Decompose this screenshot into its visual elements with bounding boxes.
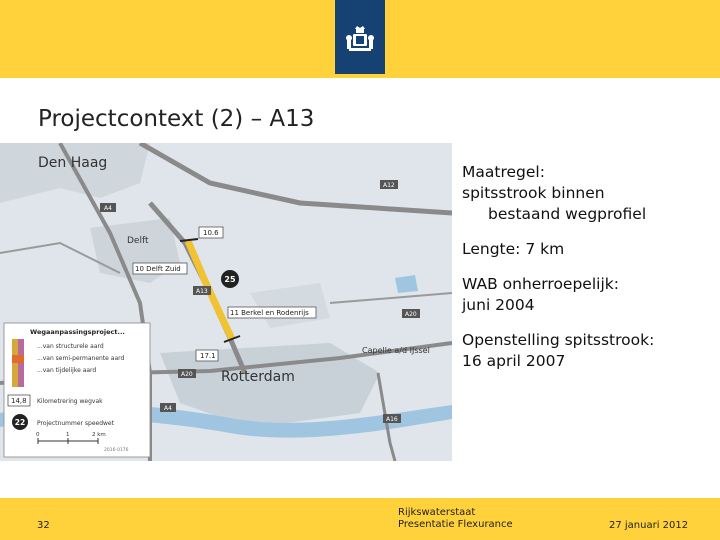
page-number: 32 xyxy=(37,520,50,531)
legend-item-structural: ...van structurele aard xyxy=(37,343,104,350)
bullet-line: Lengte: 7 km xyxy=(462,240,565,258)
footer-date: 27 januari 2012 xyxy=(609,520,689,531)
legend-code: 2016-0176 xyxy=(104,448,129,453)
footer-bar xyxy=(0,498,720,540)
bullet-line: juni 2004 xyxy=(462,296,535,314)
top-bar xyxy=(0,0,720,78)
city-capelle: Capelle a/d IJssel xyxy=(362,346,430,355)
bullet-maatregel xyxy=(462,162,712,225)
city-rotterdam: Rotterdam xyxy=(221,369,295,385)
bullet-wab xyxy=(462,274,712,316)
project-number-badge: 25 xyxy=(224,275,236,284)
road-label-a20-right: A20 xyxy=(405,311,417,318)
legend-scale-1: 1 xyxy=(66,432,70,438)
bullet-lengte xyxy=(462,239,712,260)
bullet-line: 16 april 2007 xyxy=(462,352,566,370)
road-label-a13: A13 xyxy=(196,288,208,295)
project-map xyxy=(0,143,452,461)
bullet-openstelling xyxy=(462,330,712,372)
road-label-a4-top: A4 xyxy=(104,205,112,212)
city-den-haag: Den Haag xyxy=(38,155,108,171)
bullet-line: Openstelling spitsstrook: xyxy=(462,331,655,349)
legend-title: Wegaanpassingsproject... xyxy=(30,328,125,336)
legend-km-marker: 14,8 xyxy=(11,397,27,405)
bullet-line: Maatregel: xyxy=(462,163,545,181)
legend-project-label: Projectnummer speedwet xyxy=(37,420,114,427)
legend-project-number: 22 xyxy=(14,418,26,427)
legend-scale-0: 0 xyxy=(36,432,40,438)
legend-item-semi-permanent: ...van semi-permanente aard xyxy=(37,355,125,362)
map-legend xyxy=(4,323,150,457)
road-label-a16: A16 xyxy=(386,416,398,423)
junction-berkel: 11 Berkel en Rodenrijs xyxy=(230,309,309,317)
road-label-a20-left: A20 xyxy=(181,371,193,378)
legend-item-temporary: ...van tijdelijke aard xyxy=(37,367,97,374)
road-label-a4-bottom: A4 xyxy=(164,405,172,412)
city-delft: Delft xyxy=(127,236,149,246)
rijkswapen-emblem-icon xyxy=(335,0,385,74)
legend-km-label: Kilometrering wegvak xyxy=(37,398,103,405)
bullet-line: bestaand wegprofiel xyxy=(488,205,647,223)
road-label-a12: A12 xyxy=(383,182,395,189)
legend-scale-2: 2 km xyxy=(92,432,106,438)
km-marker-start: 10.6 xyxy=(203,229,219,237)
junction-delft-zuid: 10 Delft Zuid xyxy=(135,265,181,273)
bullet-line: spitsstrook binnen xyxy=(462,184,605,202)
footer-org-name: Rijkswaterstaat xyxy=(398,507,476,518)
km-marker-end: 17.1 xyxy=(200,352,216,360)
footer-presentation-name: Presentatie Flexurance xyxy=(398,519,513,530)
slide-title: Projectcontext (2) – A13 xyxy=(38,106,315,132)
bullet-line: WAB onherroepelijk: xyxy=(462,275,619,293)
bullet-list xyxy=(462,162,712,386)
footer-organisation xyxy=(398,507,513,531)
